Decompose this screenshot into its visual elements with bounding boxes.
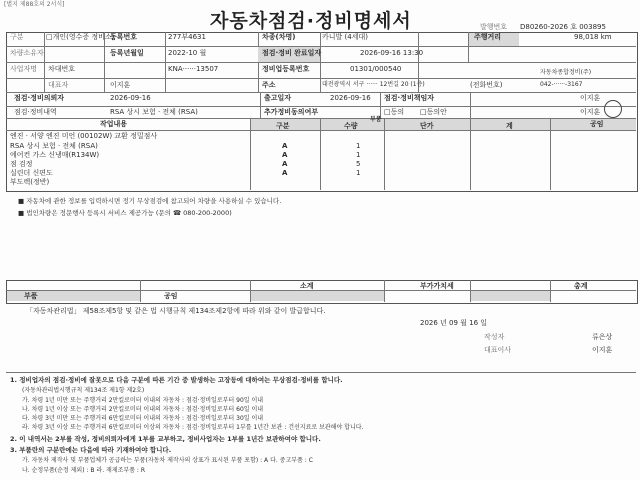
- phone: 042-······-3167: [540, 81, 583, 88]
- footer-line: 3. 부품란의 구분란에는 다음에 따라 기재하여야 합니다.: [10, 446, 172, 454]
- addr: 대전광역시 서구 ······ 12번길 20 (1층): [322, 81, 425, 88]
- vin: KNA······13507: [168, 65, 219, 73]
- rep-name: 이지훈: [110, 81, 131, 89]
- footer-line: 다. 차령 3년 미만 또는 주행거리 6만킬로미터 이내의 자동차 : 점검·정비일로부터 30일 이내: [22, 415, 264, 422]
- corp-no: 01301/000540: [350, 65, 402, 73]
- reg-no: 277부4631: [168, 33, 206, 41]
- item-work: 부도렉(정반): [10, 178, 50, 186]
- item-qty: 1: [356, 142, 361, 150]
- warranty-period: 2026-09-16: [110, 94, 151, 102]
- doc-no: D80260-2026 호 003895: [520, 23, 606, 31]
- footer-line: 2. 이 내역서는 2부를 작성, 정비의뢰자에게 1부를 교부하고, 정비사업자는 1부를 1년간 보관하여야 합니다.: [10, 435, 321, 443]
- footer-line: 나. 순정부품(순정 제외) : B 라. 재제조부품 : R: [22, 467, 146, 474]
- model-value: 카니발 (4세대): [322, 33, 368, 41]
- notice-2: ■ 법인차량은 정문행사 등록시 서비스 제공가능 (문의 ☎ 080-200-2000): [18, 209, 232, 217]
- note-label: 점검·정비내역: [14, 108, 57, 116]
- item-qty: 1: [356, 151, 361, 159]
- mechanic-name: 이지훈: [580, 94, 601, 102]
- seal-stamp: [604, 100, 622, 118]
- mileage-label: 주행거리: [474, 33, 502, 41]
- parts-section-header: 부품: [370, 116, 382, 123]
- footer-heading: 1. 정비업자의 점검·정비에 잘못으로 다음 구분에 따른 기간 중 발생하는 고장등에 대하여는 무상점검·정비를 합니다.: [10, 376, 343, 384]
- corp-label: 정비업등록번호: [262, 65, 310, 73]
- shop-label: 사업자명: [10, 65, 38, 73]
- done-date: 2026-09-16 13:30: [360, 49, 424, 57]
- item-work: 점 검정: [10, 160, 33, 168]
- item-kind: A: [282, 160, 288, 168]
- item-work: 에어컨 가스 신냉매(R134W): [10, 151, 100, 159]
- footer-line: 가. 차령 1년 미만 또는 주행거리 2만킬로미터 이내의 자동차 : 점검·정비일로부터 90일 이내: [22, 397, 264, 404]
- issuer-name: 류은상: [592, 333, 613, 341]
- document-title: 자동차점검·정비명세서: [210, 10, 412, 32]
- check-no: □동의안: [420, 108, 447, 116]
- col-unit-header: 단가: [420, 122, 434, 130]
- issuer-label: 작성자: [484, 333, 505, 341]
- rep-label: 대표자: [48, 81, 69, 89]
- mileage: 98,018 km: [574, 33, 612, 41]
- col-kind-header: 구분: [276, 122, 290, 130]
- doc-no-label: 발행번호: [480, 23, 508, 31]
- col-labor-header: 공임: [590, 120, 604, 128]
- item-work: 실린더 신편도: [10, 169, 53, 177]
- work-col-header: 작업내용: [100, 120, 128, 128]
- col-amount-header: 계: [506, 122, 513, 130]
- check-yes: □동의: [384, 108, 405, 116]
- manager: 2026-09-16: [330, 94, 371, 102]
- first-reg: 2022-10 월: [168, 49, 207, 57]
- manager-label: 출고일자: [264, 94, 292, 102]
- item-kind: A: [282, 151, 288, 159]
- row1-label: 구분: [10, 33, 24, 41]
- labor-total-label: 공임: [164, 292, 178, 300]
- model-label: 차종(차명): [262, 33, 296, 41]
- notice-1: ■ 자동차에 관한 정보를 입력하시면 정기 무상점검에 참고되어 차량을 사용하실 수 있습니다.: [18, 197, 282, 205]
- owner-label: 차량소유자: [10, 49, 44, 57]
- shop-name: 자동차종합정비(주): [540, 69, 592, 76]
- form-number: [별지 제88호의 2서식]: [4, 1, 65, 8]
- ceo-name: 이지훈: [592, 346, 613, 354]
- law-text: 「자동차관리법」 제58조제5항 및 같은 법 시행규칙 제134조제2항에 따라 위와 같이 발급합니다.: [26, 307, 326, 315]
- warranty-label: 점검·정비책임자: [384, 94, 434, 102]
- check-label: 추가정비동의여부: [264, 108, 319, 116]
- issue-date: 2026 년 09 월 16 일: [420, 319, 488, 327]
- first-reg-label: 등록년월일: [110, 49, 144, 57]
- item-kind: A: [282, 142, 288, 150]
- item-qty: 1: [356, 169, 361, 177]
- footer-line: 라. 차령 3년 이상 또는 주행거리 6만킬로미터 이상의 자동차 : 점검·정비일로부터 1부를 1년간 보관 : 건선지료로 보관해야 합니다.: [22, 424, 364, 431]
- footer-line: 나. 차령 1년 이상 또는 주행거리 2만킬로미터 이내의 자동차 : 점검·정비일로부터 60일 이내: [22, 406, 264, 413]
- ceo-label: 대표이사: [484, 346, 512, 354]
- row1-value: □개인(영수증 정비소): [46, 33, 115, 41]
- done-label: 점검·정비 완료일자: [262, 49, 322, 57]
- note: RSA 상시 보험 · 전체 (RSA): [110, 108, 198, 116]
- vehicle-info-frame: [6, 32, 638, 192]
- reg-no-label: 등록번호: [110, 33, 138, 41]
- vat-label: 부가가치세: [420, 282, 454, 290]
- col-qty-header: 수량: [344, 122, 358, 130]
- checker-name: 이지훈: [580, 108, 601, 116]
- vin-label: 차대번호: [48, 65, 76, 73]
- item-work: 엔진 · 서양 엔진 미언 (00102W) 교환 정밀점사: [10, 132, 158, 140]
- subtotal-label: 소계: [300, 282, 314, 290]
- grand-total-label: 총계: [574, 282, 588, 290]
- parts-total-label: 부품: [24, 292, 38, 300]
- mechanic-label: 점검·정비의뢰자: [14, 94, 64, 102]
- phone-label: (전화번호): [470, 81, 503, 89]
- addr-label: 주소: [262, 81, 276, 89]
- footer-line: (자동차관리법시행규칙 제134조 제1항 제2호): [22, 387, 145, 394]
- item-kind: A: [282, 169, 288, 177]
- item-work: RSA 상시 보험 · 전체 (RSA): [10, 142, 98, 150]
- footer-line: 가. 자동차 제작사 및 부품업체가 공급하는 부품(자동차 제작사의 상표가 표시된 부품 포함) : A 다. 중고부품 : C: [22, 457, 313, 464]
- item-qty: 5: [356, 160, 361, 168]
